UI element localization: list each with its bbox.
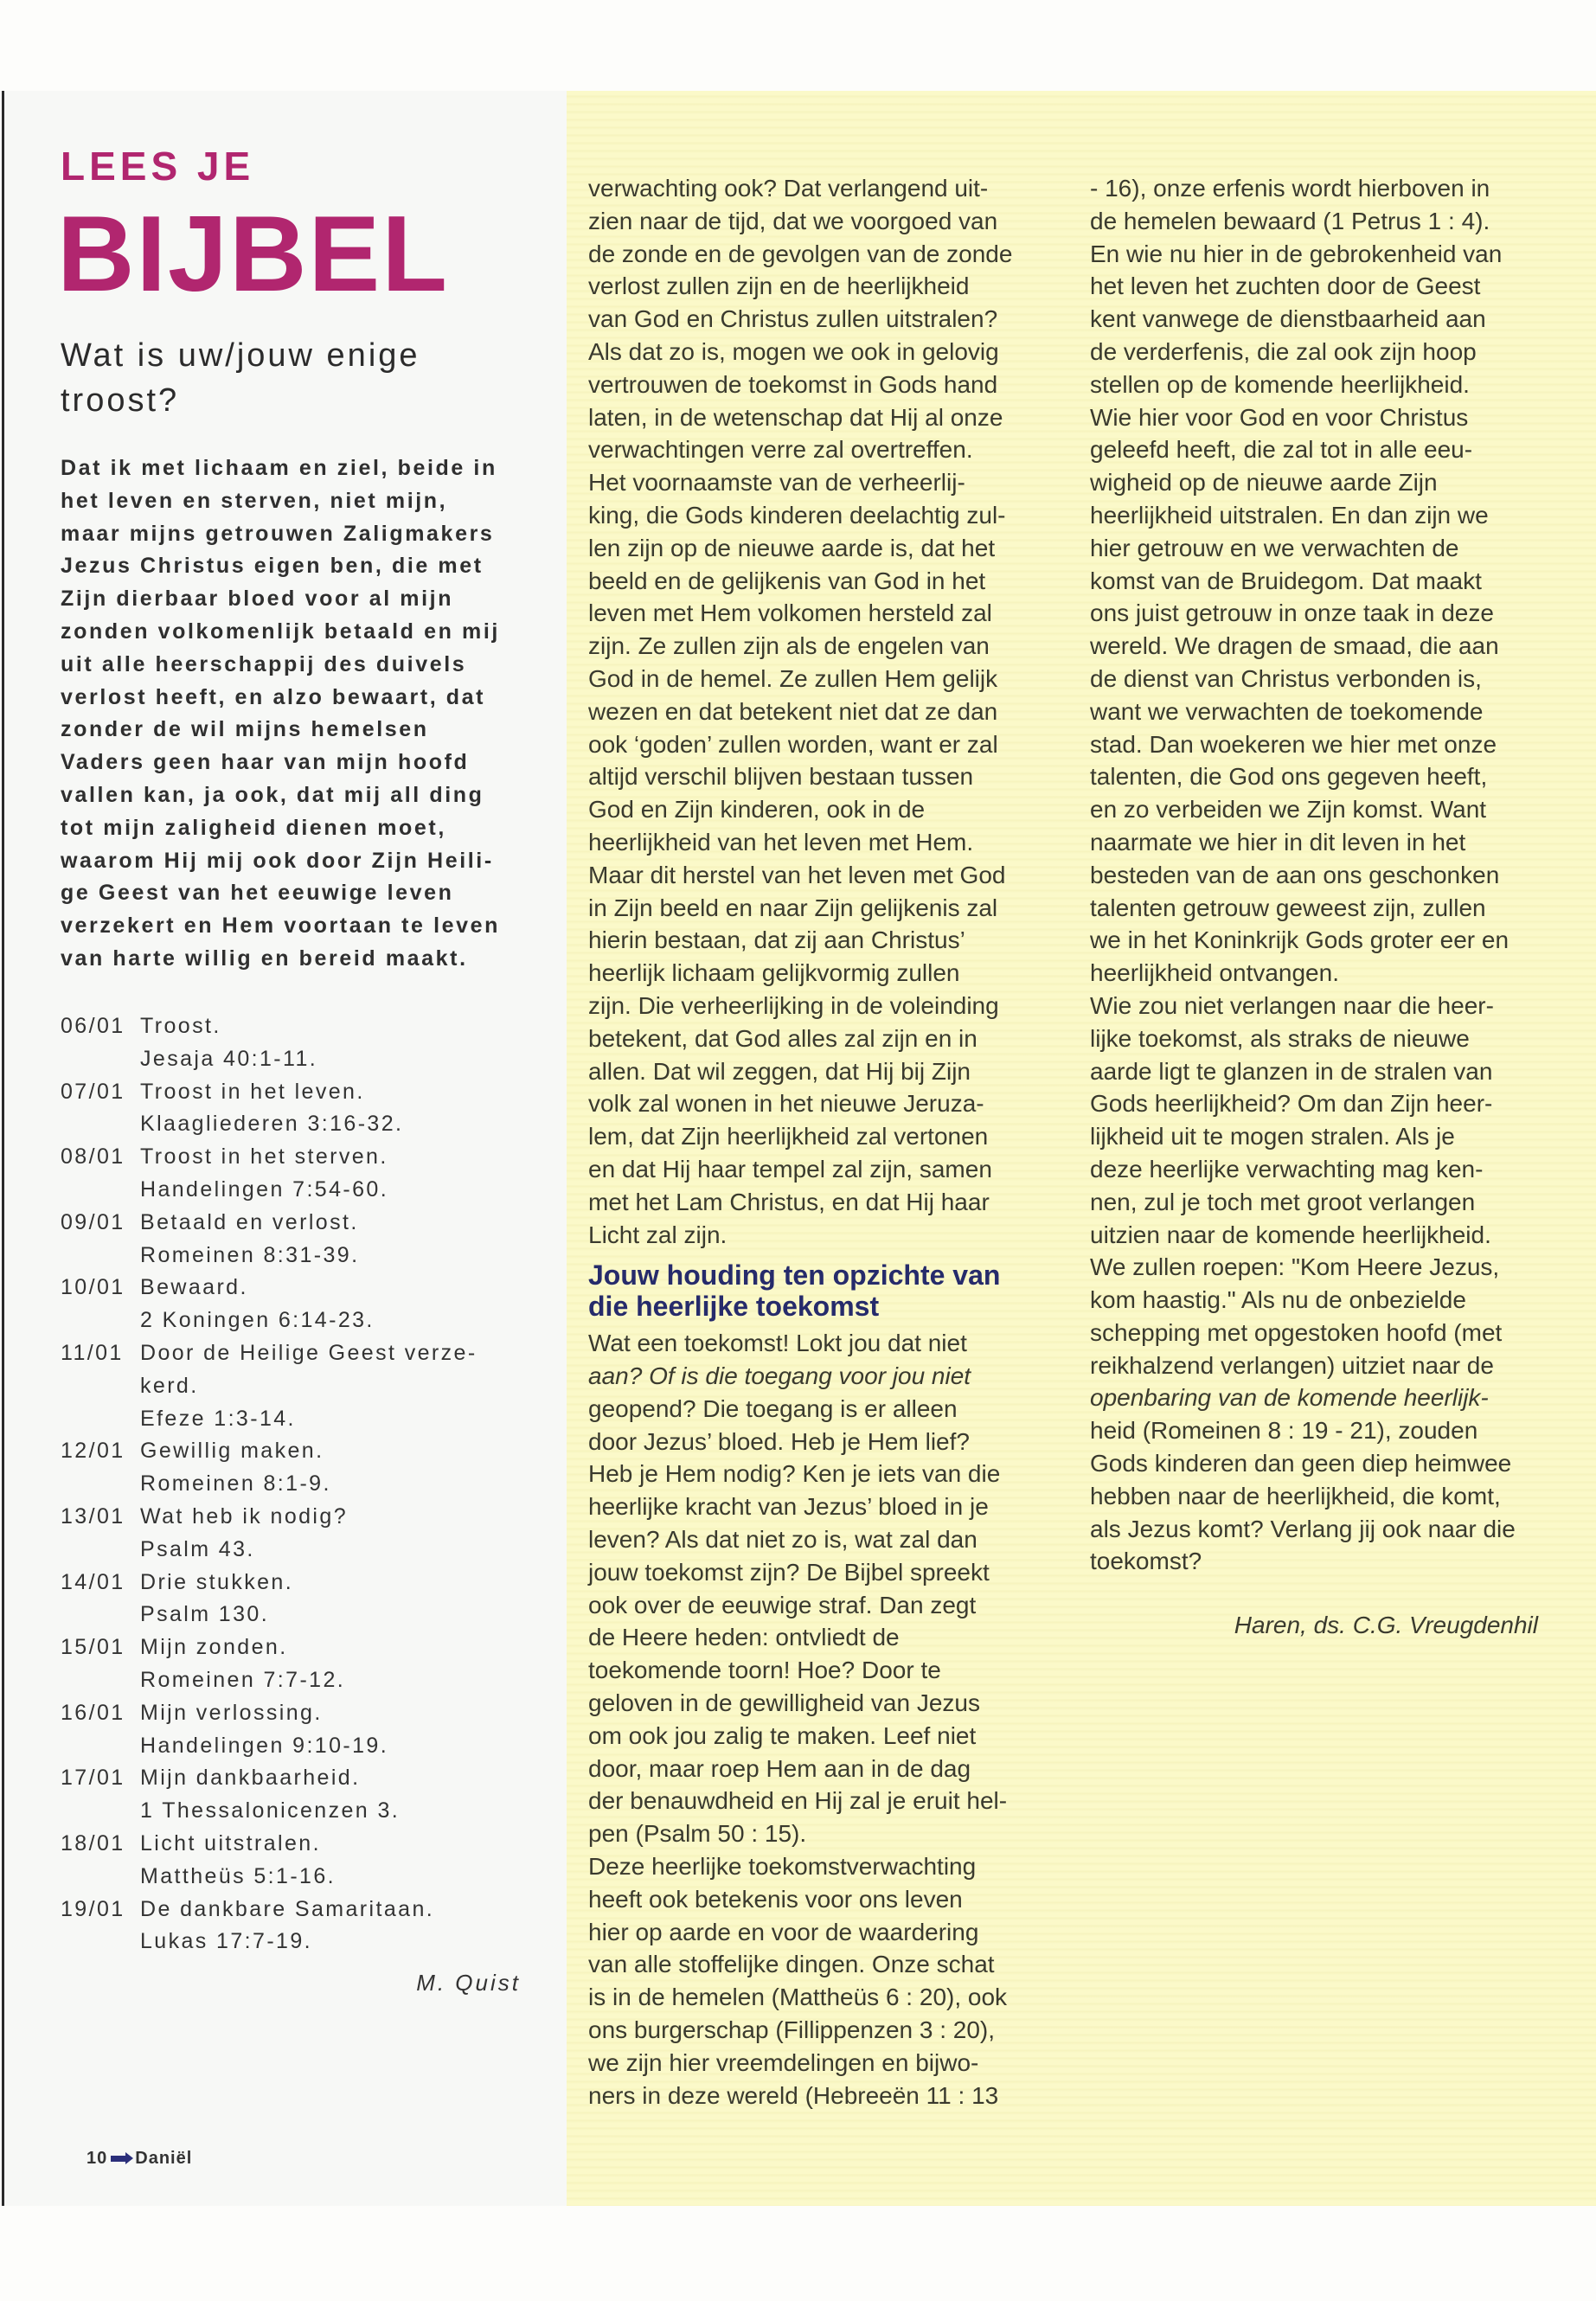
article-column-right xyxy=(1090,172,1557,1642)
text-line: komst van de Bruidegom. Dat maakt xyxy=(1090,567,1482,594)
text-line: Licht zal zijn. xyxy=(588,1221,727,1248)
reading-date: 13/01 xyxy=(61,1503,125,1529)
reading-line: Mattheüs 5:1-16. xyxy=(140,1863,337,1888)
text-line: wigheid op de nieuwe aarde Zijn xyxy=(1090,469,1438,497)
text-line: verwachtingen verre zal overtreffen. xyxy=(588,436,973,464)
reading-line: Licht uitstralen. xyxy=(140,1830,321,1856)
subheading-line: die heerlijke toekomst xyxy=(588,1291,880,1323)
reading-item xyxy=(61,1076,478,1142)
text-line: is in de hemelen (Mattheüs 6 : 20), ook xyxy=(588,1984,1008,2011)
answer-line: Zijn dierbaar bloed voor al mijn xyxy=(61,586,454,612)
text-line: uitzien naar de komende heerlijkheid. xyxy=(1090,1221,1491,1248)
text-line: de hemelen bewaard (1 Petrus 1 : 4). xyxy=(1090,207,1490,234)
reading-date: 12/01 xyxy=(61,1439,125,1464)
answer-line: Jezus Christus eigen ben, die met xyxy=(61,554,484,579)
text-line: - 16), onze erfenis wordt hierboven in xyxy=(1090,175,1490,202)
answer-line: Vaders geen haar van mijn hoofd xyxy=(61,750,470,775)
text-line: Deze heerlijke toekomstverwachting xyxy=(588,1853,977,1881)
text-line: de dienst van Christus verbonden is, xyxy=(1090,664,1482,692)
text-line: stellen op de komende heerlijkheid. xyxy=(1090,370,1470,398)
text-line: kom haastig." Als nu de onbezielde xyxy=(1090,1286,1466,1314)
reading-text xyxy=(140,1272,375,1337)
text-line: van alle stoffelijke dingen. Onze schat xyxy=(588,1951,995,1978)
text-line: Als dat zo is, mogen we ook in gelovig xyxy=(588,337,999,365)
reading-line: Door de Heilige Geest verze- xyxy=(140,1340,478,1365)
text-line: in Zijn beeld en naar Zijn gelijkenis zal xyxy=(588,894,998,921)
reading-item xyxy=(61,1697,478,1763)
text-line: der benauwdheid en Hij zal je eruit hel- xyxy=(588,1787,1008,1815)
text-line: laten, in de wetenschap dat Hij al onze xyxy=(588,403,1003,431)
reading-item xyxy=(61,1435,478,1501)
reading-text xyxy=(140,1894,434,1959)
reading-line: Handelingen 7:54-60. xyxy=(140,1176,389,1202)
text-line: Gods heerlijkheid? Om dan Zijn heer- xyxy=(1090,1090,1493,1118)
text-line: lijkheid uit te mogen stralen. Als je xyxy=(1090,1123,1455,1150)
text-line: heerlijk lichaam gelijkvormig zullen xyxy=(588,959,960,987)
text-line: geloven in de gewilligheid van Jezus xyxy=(588,1689,980,1717)
text-line: ook ‘goden’ zullen worden, want er zal xyxy=(588,730,998,758)
reading-line: Psalm 43. xyxy=(140,1536,255,1561)
text-line: vertrouwen de toekomst in Gods hand xyxy=(588,370,998,398)
text-line: van God en Christus zullen uitstralen? xyxy=(588,305,998,333)
text-line: volk zal wonen in het nieuwe Jeruza- xyxy=(588,1090,984,1118)
text-line: de verderfenis, die zal ook zijn hoop xyxy=(1090,337,1477,365)
reading-date: 19/01 xyxy=(61,1896,125,1921)
reading-line: Troost. xyxy=(140,1014,221,1038)
text-line: leven met Hem volkomen hersteld zal xyxy=(588,599,992,627)
catechism-question: Wat is uw/jouw enige troost? xyxy=(61,337,420,419)
reading-item xyxy=(61,1010,478,1076)
text-line: pen (Psalm 50 : 15). xyxy=(588,1820,807,1848)
text-line: altijd verschil blijven bestaan tussen xyxy=(588,763,974,791)
reading-text xyxy=(140,1567,293,1632)
reading-text xyxy=(140,1076,403,1142)
subheading-line: Jouw houding ten opzichte van xyxy=(588,1259,1001,1292)
reading-line: Lukas 17:7-19. xyxy=(140,1929,312,1954)
text-line: len zijn op de nieuwe aarde is, dat het xyxy=(588,534,996,561)
reading-line: Bewaard. xyxy=(140,1275,248,1300)
text-line: God in de hemel. Ze zullen Hem gelijk xyxy=(588,664,998,692)
text-line: door, maar roep Hem aan in de dag xyxy=(588,1754,971,1782)
text-line: hier getrouw en we verwachten de xyxy=(1090,534,1459,561)
reading-line: Jesaja 40:1-11. xyxy=(140,1046,318,1071)
page-number: 10 xyxy=(87,2149,108,2168)
subheading xyxy=(588,1259,1055,1322)
text-line: met het Lam Christus, en dat Hij haar xyxy=(588,1188,990,1215)
text-line: Het voornaamste van de verheerlij- xyxy=(588,469,965,497)
answer-line: waarom Hij mij ook door Zijn Heili- xyxy=(61,848,494,873)
reading-item xyxy=(61,1631,478,1697)
text-line: heid (Romeinen 8 : 19 - 21), zouden xyxy=(1090,1417,1478,1445)
reading-text xyxy=(140,1435,331,1501)
reading-text xyxy=(140,1010,317,1076)
magazine-name: Daniël xyxy=(135,2149,193,2168)
reading-date: 08/01 xyxy=(61,1144,125,1170)
reading-item xyxy=(61,1207,478,1272)
text-line: en dat Hij haar tempel zal zijn, samen xyxy=(588,1155,992,1183)
reading-line: Wat heb ik nodig? xyxy=(140,1503,348,1529)
text-line: wezen en dat betekent niet dat ze dan xyxy=(588,697,998,725)
answer-line: ge Geest van het eeuwige leven xyxy=(61,881,454,906)
reading-line: 2 Koningen 6:14-23. xyxy=(140,1308,375,1333)
reading-item xyxy=(61,1272,478,1337)
reading-line: kerd. xyxy=(140,1373,199,1398)
reading-date: 14/01 xyxy=(61,1569,125,1594)
text-line: om ook jou zalig te maken. Leef niet xyxy=(588,1721,977,1749)
reading-line: Troost in het sterven. xyxy=(140,1144,388,1170)
answer-line: verlost heeft, en alzo bewaart, dat xyxy=(61,684,486,709)
reading-line: Klaagliederen 3:16-32. xyxy=(140,1112,404,1137)
reading-item xyxy=(61,1762,478,1828)
text-line: heerlijke kracht van Jezus’ bloed in je xyxy=(588,1493,989,1521)
text-line: talenten getrouw geweest zijn, zullen xyxy=(1090,894,1486,921)
section-title: BIJBEL xyxy=(57,195,449,314)
reading-line: Mijn verlossing. xyxy=(140,1700,323,1725)
text-line: lem, dat Zijn heerlijkheid zal vertonen xyxy=(588,1123,989,1150)
text-line: naarmate we hier in dit leven in het xyxy=(1090,828,1466,856)
reading-date: 10/01 xyxy=(61,1275,125,1300)
text-line: schepping met opgestoken hoofd (met xyxy=(1090,1318,1503,1346)
reading-line: Gewillig maken. xyxy=(140,1439,324,1464)
reading-date: 18/01 xyxy=(61,1830,125,1856)
text-line: king, die Gods kinderen deelachtig zul- xyxy=(588,501,1006,529)
reading-text xyxy=(140,1828,336,1894)
text-line: kent vanwege de dienstbaarheid aan xyxy=(1090,305,1486,333)
text-line: leven? Als dat niet zo is, wat zal dan xyxy=(588,1526,977,1554)
page-edge-line xyxy=(2,91,4,2206)
reading-line: Mijn dankbaarheid. xyxy=(140,1766,361,1791)
text-line: deze heerlijke verwachting mag ken- xyxy=(1090,1155,1484,1183)
section-kicker: LEES JE xyxy=(61,144,255,189)
reading-text xyxy=(140,1337,478,1435)
reading-schedule xyxy=(61,1010,478,1958)
reading-text xyxy=(140,1631,345,1697)
text-line: toekomst? xyxy=(1090,1548,1202,1575)
text-line: door Jezus’ bloed. Heb je Hem lief? xyxy=(588,1427,970,1455)
text-line: lijke toekomst, als straks de nieuwe xyxy=(1090,1024,1470,1052)
answer-line: tot mijn zaligheid dienen moet, xyxy=(61,815,446,840)
reading-text xyxy=(140,1501,348,1567)
reading-line: Troost in het leven. xyxy=(140,1079,365,1104)
text-line: verwachting ook? Dat verlangend uit- xyxy=(588,175,989,202)
text-line: Wie hier voor God en voor Christus xyxy=(1090,403,1469,431)
schedule-author: M. Quist xyxy=(416,1970,521,1996)
reading-line: 1 Thessalonicenzen 3. xyxy=(140,1798,401,1823)
text-line: zijn. Die verheerlijking in de voleinding xyxy=(588,991,999,1019)
text-line: besteden van de aan ons geschonken xyxy=(1090,861,1500,888)
reading-item xyxy=(61,1141,478,1207)
reading-item xyxy=(61,1567,478,1632)
text-line: wereld. We dragen de smaad, die aan xyxy=(1090,632,1499,660)
text-line: beeld en de gelijkenis van God in het xyxy=(588,567,986,594)
reading-line: Romeinen 8:1-9. xyxy=(140,1471,331,1497)
reading-line: Romeinen 8:31-39. xyxy=(140,1242,360,1267)
text-line: ners in deze wereld (Hebreeën 11 : 13 xyxy=(588,2081,999,2109)
text-line: hebben naar de heerlijkheid, die komt, xyxy=(1090,1482,1501,1509)
text-line: verlost zullen zijn en de heerlijkheid xyxy=(588,272,970,300)
text-line: hierin bestaan, dat zij aan Christus’ xyxy=(588,926,965,954)
reading-date: 16/01 xyxy=(61,1700,125,1725)
text-line: Gods kinderen dan geen diep heimwee xyxy=(1090,1450,1512,1477)
text-line: heerlijkheid van het leven met Hem. xyxy=(588,828,974,856)
text-line: heeft ook betekenis voor ons leven xyxy=(588,1885,963,1913)
reading-text xyxy=(140,1762,400,1828)
page-footer xyxy=(87,2149,192,2169)
text-line: openbaring van de komende heerlijk- xyxy=(1090,1384,1489,1412)
answer-line: Dat ik met lichaam en ziel, beide in xyxy=(61,456,497,480)
catechism-answer xyxy=(61,452,500,976)
text-line: betekent, dat God alles zal zijn en in xyxy=(588,1024,977,1052)
text-line: Maar dit herstel van het leven met God xyxy=(588,861,1006,888)
answer-line: vallen kan, ja ook, dat mij all ding xyxy=(61,782,484,807)
reading-date: 17/01 xyxy=(61,1766,125,1791)
text-line: nen, zul je toch met groot verlangen xyxy=(1090,1188,1476,1215)
reading-line: Mijn zonden. xyxy=(140,1635,288,1660)
reading-text xyxy=(140,1697,388,1763)
answer-line: uit alle heerschappij des duivels xyxy=(61,651,467,676)
answer-line: van harte willig en bereid maakt. xyxy=(61,945,468,971)
text-line: talenten, die God ons gegeven heeft, xyxy=(1090,763,1488,791)
text-line: de zonde en de gevolgen van de zonde xyxy=(588,240,1013,267)
reading-line: Efeze 1:3-14. xyxy=(140,1406,296,1431)
text-line: het leven het zuchten door de Geest xyxy=(1090,272,1481,300)
reading-text xyxy=(140,1207,359,1272)
arrow-icon xyxy=(111,2156,126,2162)
answer-line: verzekert en Hem voortaan te leven xyxy=(61,913,501,939)
text-line: hier op aarde en voor de waardering xyxy=(588,1918,979,1945)
text-line: we zijn hier vreemdelingen en bijwo- xyxy=(588,2048,979,2076)
text-line: Wat een toekomst! Lokt jou dat niet xyxy=(588,1330,967,1357)
text-line: heerlijkheid uitstralen. En dan zijn we xyxy=(1090,501,1489,529)
text-line: We zullen roepen: "Kom Heere Jezus, xyxy=(1090,1253,1500,1281)
text-line: en zo verbeiden we Zijn komst. Want xyxy=(1090,796,1487,824)
article-author: Haren, ds. C.G. Vreugdenhil xyxy=(1234,1612,1538,1639)
text-line: heerlijkheid ontvangen. xyxy=(1090,959,1339,987)
reading-line: Romeinen 7:7-12. xyxy=(140,1667,346,1692)
text-line: aan? Of is die toegang voor jou niet xyxy=(588,1362,971,1390)
reading-item xyxy=(61,1894,478,1959)
article-column-middle xyxy=(588,172,1055,2112)
reading-item xyxy=(61,1501,478,1567)
text-line: stad. Dan woekeren we hier met onze xyxy=(1090,730,1497,758)
text-line: ons juist getrouw in onze taak in deze xyxy=(1090,599,1494,627)
reading-item xyxy=(61,1337,478,1435)
text-line: zien naar de tijd, dat we voorgoed van xyxy=(588,207,998,234)
reading-date: 11/01 xyxy=(61,1340,124,1365)
text-line: jouw toekomst zijn? De Bijbel spreekt xyxy=(588,1558,990,1586)
answer-line: het leven en sterven, niet mijn, xyxy=(61,488,448,513)
reading-date: 06/01 xyxy=(61,1014,125,1038)
answer-line: maar mijns getrouwen Zaligmakers xyxy=(61,521,495,546)
text-line: aarde ligt te glanzen in de stralen van xyxy=(1090,1057,1493,1085)
reading-line: De dankbare Samaritaan. xyxy=(140,1896,435,1921)
text-line: ons burgerschap (Fillippenzen 3 : 20), xyxy=(588,2016,996,2044)
reading-line: Psalm 130. xyxy=(140,1602,270,1627)
text-line: zijn. Ze zullen zijn als de engelen van xyxy=(588,632,990,660)
text-line: allen. Dat wil zeggen, dat Hij bij Zijn xyxy=(588,1057,971,1085)
text-line: de Heere heden: ontvliedt de xyxy=(588,1624,900,1651)
text-line: En wie nu hier in de gebrokenheid van xyxy=(1090,240,1503,267)
reading-line: Drie stukken. xyxy=(140,1569,294,1594)
answer-line: zonden volkomenlijk betaald en mij xyxy=(61,619,500,644)
text-line: Wie zou niet verlangen naar die heer- xyxy=(1090,991,1494,1019)
text-line: als Jezus komt? Verlang jij ook naar die xyxy=(1090,1515,1516,1542)
text-line: geleefd heeft, die zal tot in alle eeu- xyxy=(1090,436,1473,464)
reading-date: 15/01 xyxy=(61,1635,125,1660)
text-line: want we verwachten de toekomende xyxy=(1090,697,1484,725)
reading-line: Handelingen 9:10-19. xyxy=(140,1733,389,1758)
reading-date: 07/01 xyxy=(61,1079,125,1104)
reading-item xyxy=(61,1828,478,1894)
reading-text xyxy=(140,1141,388,1207)
text-line: geopend? Die toegang is er alleen xyxy=(588,1394,958,1422)
reading-date: 09/01 xyxy=(61,1209,125,1234)
text-line: God en Zijn kinderen, ook in de xyxy=(588,796,926,824)
text-line: reikhalzend verlangen) uitziet naar de xyxy=(1090,1351,1494,1379)
text-line: Heb je Hem nodig? Ken je iets van die xyxy=(588,1460,1001,1488)
reading-line: Betaald en verlost. xyxy=(140,1209,359,1234)
text-line: ook over de eeuwige straf. Dan zegt xyxy=(588,1591,977,1618)
answer-line: zonder de wil mijns hemelsen xyxy=(61,717,429,742)
text-line: toekomende toorn! Hoe? Door te xyxy=(588,1657,941,1684)
text-line: we in het Koninkrijk Gods groter eer en xyxy=(1090,926,1509,954)
